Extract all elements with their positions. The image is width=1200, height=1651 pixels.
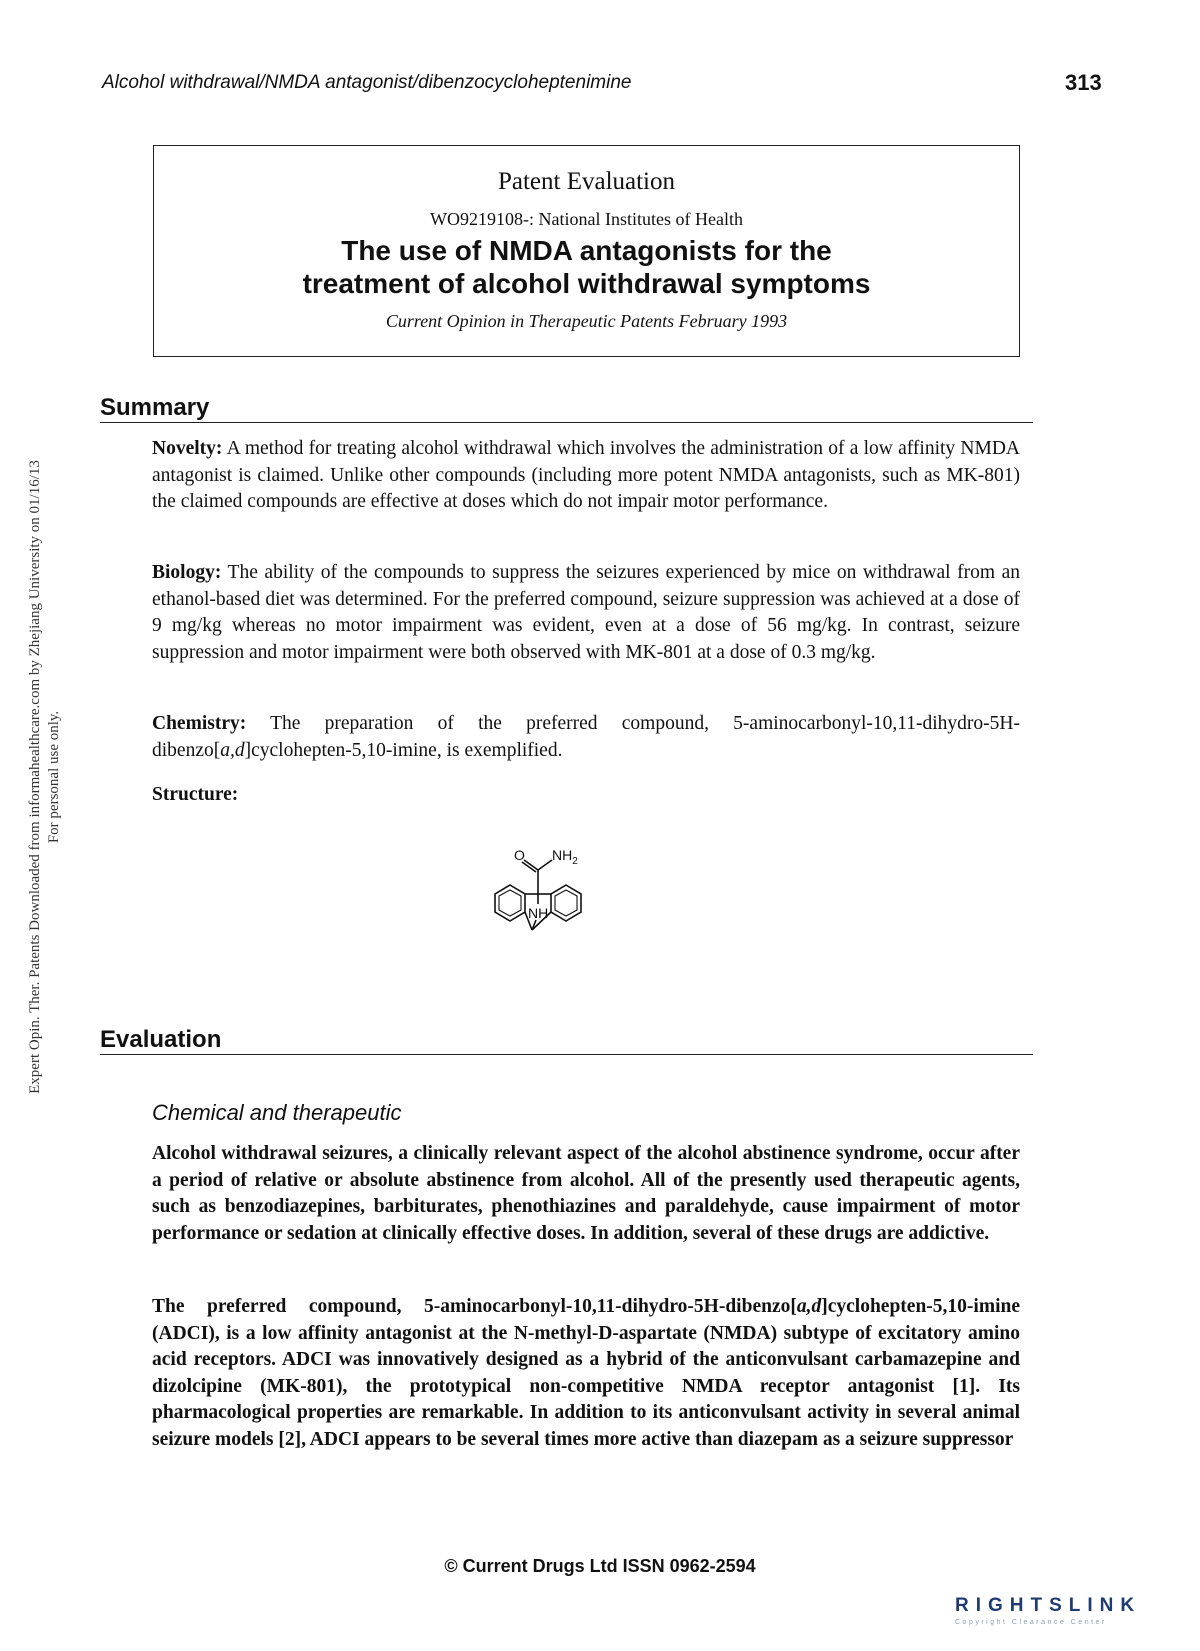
download-watermark-line1: Expert Opin. Ther. Patents Downloaded from informahealthcare.com by Zhejiang University on 01/16/13 (27, 460, 43, 1094)
right-ring-inner (555, 890, 577, 916)
structure-label-text: Structure: (152, 784, 239, 805)
evaluation-paragraph-2-b: ]cyclohepten-5,10-imine (ADCI), is a low affinity antagonist at the N-methyl-D-aspartate (NMDA) subtype of excitatory amino acid receptors. ADCI was innovatively designed as a hybrid of the anticonvulsant carbamazepine and dizolcipine (MK-801), the prototypical non-competitive NMDA receptor antagonist [1]. Its pharmacological properties are remarkable. In addition to its anticonvulsant activity in several animal seizure models [2], ADCI appears to be several times more active than diazepam as a seizure suppressor (152, 1296, 1020, 1450)
structure-bond (538, 860, 552, 870)
evaluation-paragraph-2-italic: a,d (796, 1296, 822, 1317)
novelty-text: A method for treating alcohol withdrawal which involves the administration of a low affinity NMDA antagonist is claimed. Unlike other compounds (including more potent NMDA antagonists, such as MK-801) the claimed compounds are effective at doses which do not impair motor performance. (152, 438, 1020, 512)
chemistry-label: Chemistry: (152, 713, 247, 734)
structure-amide-nh: NH (552, 847, 573, 863)
article-title-line1: The use of NMDA antagonists for the (341, 235, 832, 266)
structure-label (152, 782, 1020, 809)
evaluation-paragraph-2-a: The preferred compound, 5-aminocarbonyl-10,11-dihydro-5H-dibenzo[ (152, 1296, 797, 1317)
evaluation-paragraph-2 (152, 1294, 1020, 1453)
article-title-line2: treatment of alcohol withdrawal symptoms (302, 268, 871, 299)
summary-heading: Summary (100, 394, 210, 421)
structure-amide-label (552, 847, 578, 867)
journal-citation: Current Opinion in Therapeutic Patents February 1993 (385, 311, 788, 331)
chemistry-paragraph (152, 711, 1020, 764)
box-kicker: Patent Evaluation (497, 168, 676, 195)
chemical-structure-diagram (470, 830, 670, 965)
download-watermark (26, 337, 70, 1217)
download-watermark-line2: For personal use only. (46, 710, 62, 844)
rightslink-logo (955, 1595, 1155, 1635)
structure-oxygen-label: O (514, 847, 525, 863)
biology-paragraph (152, 560, 1020, 666)
evaluation-paragraph-1: Alcohol withdrawal seizures, a clinically relevant aspect of the alcohol abstinence syndrome, occur after a period of relative or absolute abstinence from alcohol. All of the presently used therapeutic agents, such as benzodiazepines, barbiturates, phenothiazines and paraldehyde, cause impairment of motor performance or sedation at clinically effective doses. In addition, several of these drugs are addictive. (152, 1143, 1020, 1244)
patent-number: WO9219108-: National Institutes of Health (430, 209, 743, 229)
summary-rule (100, 422, 1033, 423)
biology-text: The ability of the compounds to suppress the seizures experienced by mice on withdrawal from an ethanol-based diet was determined. For the preferred compound, seizure suppression was achieved at a dose of 9 mg/kg whereas no motor impairment was evident, even at a dose of 56 mg/kg. In contrast, seizure suppression and motor impairment were both observed with MK-801 at a dose of 0.3 mg/kg. (152, 562, 1020, 663)
evaluation-heading: Evaluation (100, 1026, 222, 1053)
structure-imine-label: NH (528, 905, 549, 921)
chemistry-text-1: The preparation of the preferred compound, 5-aminocarbonyl-10,11-dihydro-5H-dibenzo[ (152, 713, 1020, 761)
left-ring-inner (499, 890, 521, 916)
copyright-footer: © Current Drugs Ltd ISSN 0962-2594 (444, 1556, 756, 1576)
patent-evaluation-box (153, 145, 1020, 357)
subsection-heading: Chemical and therapeutic (152, 1100, 402, 1125)
novelty-label: Novelty: (152, 438, 223, 459)
biology-label: Biology: (152, 562, 222, 583)
chemistry-italic: a,d (220, 739, 245, 761)
evaluation-rule (100, 1054, 1033, 1055)
page-number: 313 (1065, 70, 1102, 95)
rightslink-subtext: Copyright Clearance Center (955, 1619, 1107, 1626)
running-header: Alcohol withdrawal/NMDA antagonist/dibenzocycloheptenimine (102, 72, 632, 93)
novelty-paragraph (152, 436, 1020, 516)
structure-amide-subscript: 2 (572, 856, 578, 867)
chemistry-text-2: ]cyclohepten-5,10-imine, is exemplified. (244, 739, 563, 761)
article-title (154, 234, 1019, 300)
rightslink-wordmark: RIGHTSLINK (955, 1595, 1142, 1616)
